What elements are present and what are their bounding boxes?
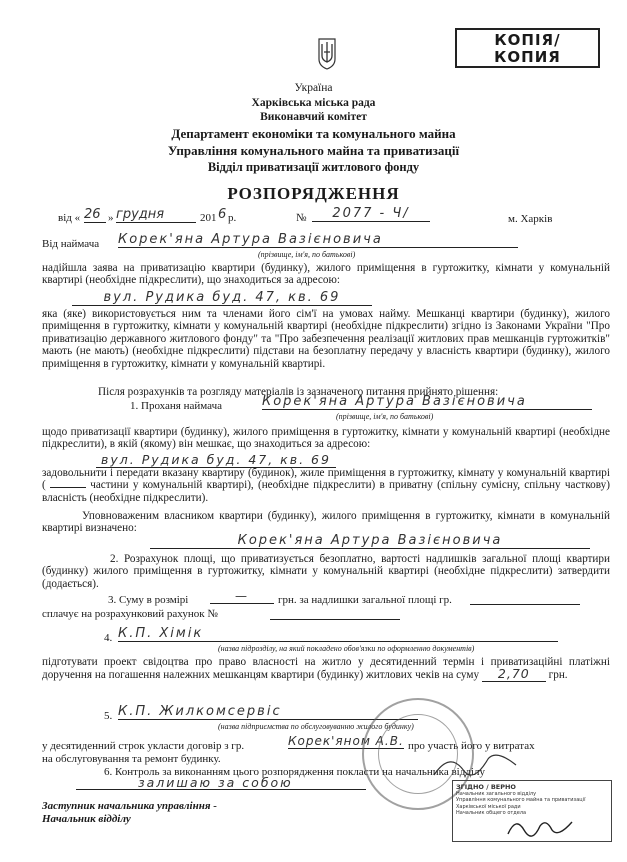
- item4-text: [42, 656, 610, 682]
- signature-scribble: [506, 812, 576, 842]
- copy-stamp: [455, 28, 600, 68]
- item3-text: грн. за надлишки загальної площі гр.: [278, 594, 452, 606]
- item4-text-main: підготувати проект свідоцтва про право власності на житло у десятиденний термін і приватизаційні платіжні доручення на погашення належних мешканцям квартири (будинку) житлових чеків на суму: [42, 656, 610, 682]
- date-month: грудня: [116, 207, 196, 223]
- signatory-title-line2: Начальник відділу: [42, 813, 131, 825]
- date-year-suffix: р.: [228, 212, 237, 224]
- date-year-digit: 6: [218, 207, 227, 222]
- item3-amount: —: [210, 589, 274, 604]
- paragraph-decision: Після розрахунків та розгляду матеріалів із зазначеного питання прийнято рішення:: [98, 386, 499, 398]
- cert-stamp-line3: Управління комунального майна та приватизації: [456, 797, 586, 803]
- document-title: РОЗПОРЯДЖЕННЯ: [227, 184, 400, 203]
- item1-address: вул. Рудика буд. 47, кв. 69: [96, 452, 336, 468]
- item3-account: сплачує на розрахунковий рахунок №: [42, 608, 218, 620]
- copy-stamp-line1: КОПІЯ/: [494, 31, 561, 49]
- item3-label: 3. Суму в розмірі: [108, 594, 189, 606]
- copy-stamp-line2: КОПИЯ: [494, 48, 561, 66]
- header-council: Харківська міська рада: [251, 97, 376, 109]
- applicant-name: Корек'яна Артура Вазієновича: [118, 232, 518, 248]
- item1-text3: Уповноваженим власником квартири (будинку), жилого приміщення в гуртожитку, кімнати в комунальній квартирі визначено:: [42, 510, 610, 535]
- item5-text-b1: про участь його у витратах: [408, 740, 535, 752]
- document-number: 2077 - Ч/: [312, 206, 430, 222]
- date-year-prefix: 201: [200, 212, 217, 224]
- item1-share-blank: [50, 487, 86, 488]
- item5-caption: (назва підприємства по обслуговуванню жилого будинку): [218, 722, 414, 731]
- cert-stamp-line2: Начальник загального відділу: [456, 790, 537, 797]
- header-department: Департамент економіки та комунального майна: [171, 126, 456, 141]
- item5-text-a: у десятиденний строк укласти договір з гр.: [42, 740, 245, 752]
- applicant-caption: (прізвище, ім'я, по батькові): [258, 250, 356, 259]
- cert-stamp-line1: ЗГІДНО / ВЕРНО: [456, 783, 516, 791]
- header-committee: Виконавчий комітет: [260, 111, 367, 123]
- date-day: 26: [84, 207, 106, 223]
- header-directorate: Управління комунального майна та приватизації: [167, 143, 460, 158]
- applicant-label: Від наймача: [42, 238, 100, 250]
- item4-sum: 2,70: [482, 668, 546, 681]
- paragraph-application: надійшла заява на приватизацію квартири (будинку), жилого приміщення в гуртожитку, кімнати у комунальній квартирі (необхідне підкреслити), що знаходиться за адресою:: [42, 262, 610, 287]
- item5-label: 5.: [104, 710, 113, 722]
- number-label: №: [296, 212, 307, 224]
- item1-text2: [42, 467, 610, 504]
- cert-stamp-line4: Харківської міської ради: [456, 803, 521, 810]
- city: м. Харків: [508, 213, 553, 225]
- header-country: Україна: [294, 82, 333, 94]
- cert-stamp-line5: Начальник общего отдела: [456, 810, 527, 816]
- date-quote: »: [108, 212, 114, 224]
- item1-text2-a: задовольнити і передати вказану квартиру (будинок), жиле приміщення в гуртожитку, кімнату у комунальній квартирі (: [42, 467, 610, 492]
- date-label: від «: [58, 212, 81, 224]
- item4-caption: (назва підрозділу, на який покладено обов'язки по оформленню документів): [218, 644, 475, 653]
- item4-label: 4.: [104, 632, 113, 644]
- signatory-title-line1: Заступник начальника управління -: [42, 800, 217, 812]
- item5-person: Корек'яном А.В.: [288, 734, 404, 748]
- seal-signature-scribble: [430, 745, 520, 785]
- item5-text-b2: на обслуговування та ремонт будинку.: [42, 753, 221, 765]
- item4-currency: грн.: [548, 669, 568, 682]
- item3-person-blank: [470, 604, 580, 605]
- item3-account-blank: [270, 619, 400, 620]
- address: вул. Рудика буд. 47, кв. 69: [72, 290, 372, 306]
- item1-label: 1. Проханя наймача: [130, 400, 223, 412]
- item4-name: К.П. Хімік: [118, 626, 558, 642]
- item1-text: щодо приватизації квартири (будинку), жилого приміщення в гуртожитку, кімнати у комунальній квартирі (необхідне підкреслити), в якій (якому) він мешкає, що знаходиться за адресою:: [42, 426, 610, 451]
- item6-handwritten: залишаю за собою: [138, 775, 293, 790]
- item1-caption: (прізвище, ім'я, по батькові): [336, 412, 434, 421]
- paragraph-legal-basis: яка (яке) використовується ним та членами його сім'ї на умовах найму. Мешканці квартири (будинку), жилого приміщення в гуртожитку, кімнати у комунальній квартирі (необхідне підкреслити) згідно із Законами України "Про приватизацію державного житлового фонду" та "Про забезпечення реалізації житлових прав мешканців гуртожитків" мають (не мають) (необхідне підкреслити) підстави на безоплатну передачу у власність квартири (будинку), жилого приміщення в гуртожитку, кімнати у комунальній квартирі.: [42, 308, 610, 370]
- item1-owner: Корек'яна Артура Вазієновича: [150, 533, 590, 549]
- item1-name: Корек'яна Артура Вазієновича: [262, 394, 592, 410]
- item2-text: 2. Розрахунок площі, що приватизується безоплатно, вартості надлишків загальної площі квартири (будинку) жилого приміщення в гуртожитку, кімнати у комунальній квартирі (необхідне підкреслити) затвердити (додається).: [42, 553, 610, 590]
- item6-text: 6. Контроль за виконанням цього розпорядження покласти на начальника відділу: [104, 766, 485, 778]
- item5-name: К.П. Жилкомсервіс: [118, 704, 418, 720]
- item1-text2-b: частини у комунальній квартирі), (необхідне підкреслити) в приватну (спільну сумісну, спільну часткову) власність (необхідне підкреслити).: [42, 479, 610, 504]
- header-division: Відділ приватизації житлового фонду: [207, 160, 420, 174]
- coat-of-arms-icon: [316, 38, 338, 70]
